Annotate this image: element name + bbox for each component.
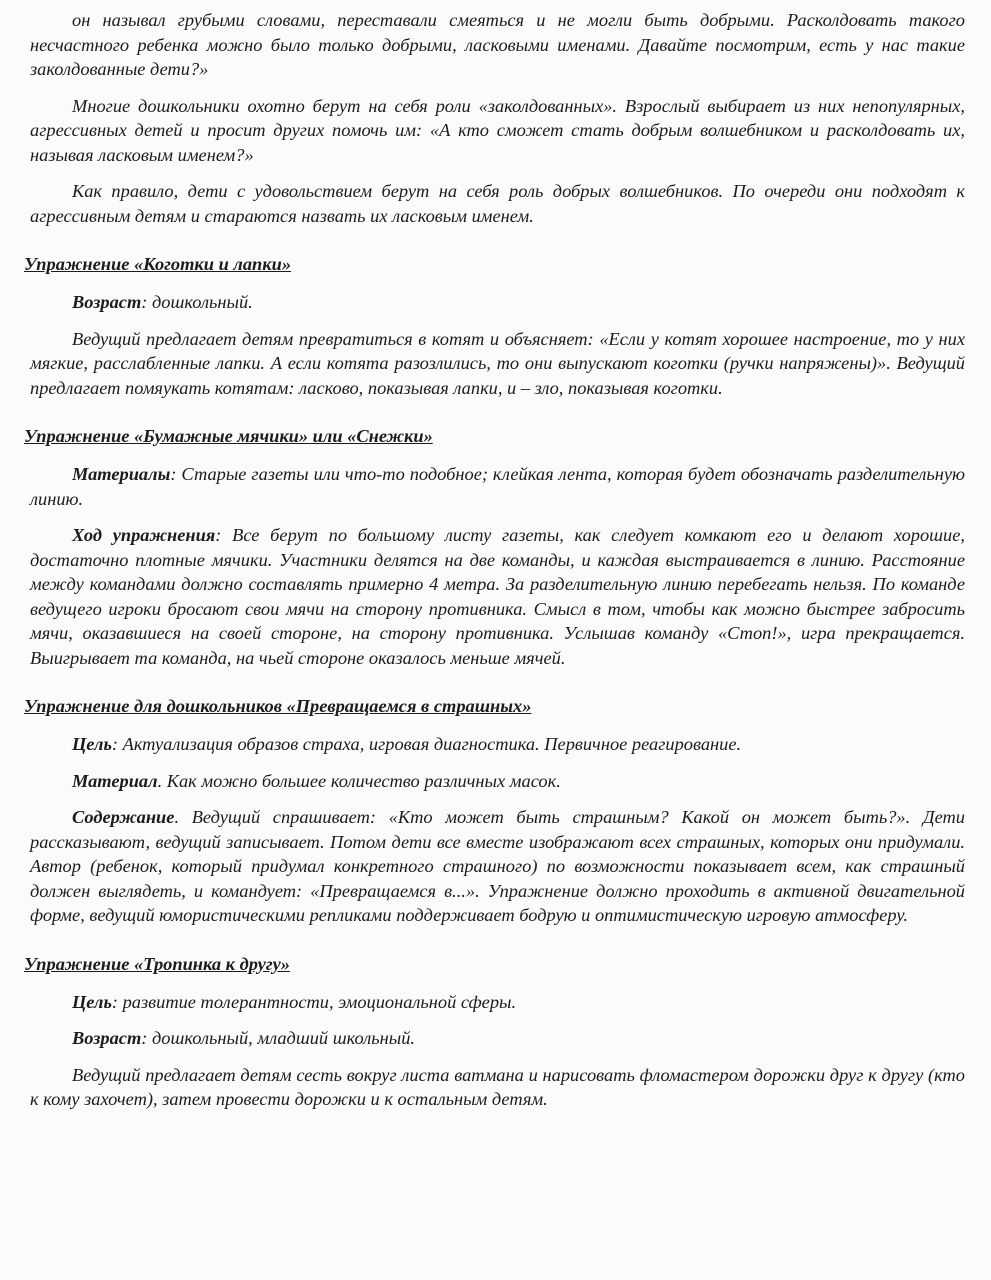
materials-text: : Старые газеты или что-то подобное; клейкая лента, которая будет обозначать разделительную линию. (30, 464, 965, 509)
age-label: Возраст (72, 292, 142, 312)
s3-goal (30, 732, 965, 757)
section-title-tropinka: Упражнение «Тропинка к другу» (24, 953, 290, 974)
age-text: : дошкольный, младший школьный. (141, 1028, 415, 1048)
intro-paragraph-3: Как правило, дети с удовольствием берут на себя роль добрых волшебников. По очереди они подходят к агрессивным детям и стараются назвать их ласковым именем. (30, 181, 965, 226)
section-title-kogotki: Упражнение «Коготки и лапки» (24, 254, 292, 274)
s2-course (30, 523, 965, 670)
s4-age (30, 1026, 965, 1051)
age-text: : дошкольный. (141, 292, 253, 312)
section-title-strashnye: Упражнение для дошкольников «Превращаемся в страшных» (24, 696, 532, 716)
goal-label: Цель (72, 734, 112, 754)
goal-text: : развитие толерантности, эмоциональной сферы. (111, 991, 517, 1012)
content-label: Содержание (72, 807, 175, 827)
age-label: Возраст (72, 1028, 142, 1048)
s1-age (30, 290, 965, 315)
s3-content (30, 805, 965, 928)
section-title-snezhki: Упражнение «Бумажные мячики» или «Снежки» (24, 426, 433, 446)
s3-material (30, 769, 965, 794)
goal-label: Цель (72, 991, 112, 1012)
s4-body: Ведущий предлагает детям сесть вокруг листа ватмана и нарисовать фломастером дорожки друг к другу (кто к кому захочет), затем провести дорожки и к остальным детям. (30, 1064, 965, 1109)
material-label: Материал (72, 770, 158, 791)
content-text: . Ведущий спрашивает: «Кто может быть страшным? Какой он может быть?». Дети рассказывают, ведущий записывает. Потом дети все вместе изображают всех страшных, которых они придумали. Автор (ребенок, который придумал конкретного страшного) по возможности показывает всем, как страшный должен выглядеть, и командует: «Превращаемся в...». Упражнение должно проходить в активной двигательной форме, ведущий юмористическими репликами поддерживает бодрую и оптимистическую игровую атмосферу. (30, 807, 965, 925)
course-text: : Все берут по большому листу газеты, как следует комкают его и делают хорошие, достаточно плотные мячики. Участники делятся на две команды, и каждая выстраивается в линию. Расстояние между командами должно составлять примерно 4 метра. За разделительную линию перебегать нельзя. По команде ведущего игроки бросают свои мячи на сторону противника. Смысл в том, чтобы как можно быстрее забросить мячи, оказавшиеся на своей стороне, на сторону противника. Услышав команду «Стоп!», игра прекращается. Выигрывает та команда, на чьей стороне оказалось меньше мячей. (30, 525, 966, 668)
s1-body: Ведущий предлагает детям превратиться в котят и объясняет: «Если у котят хорошее настроение, то у них мягкие, расслабленные лапки. А если котята разозлились, то они выпускают коготки (ручки напряжены)». Ведущий предлагает помяукать котятам: ласково, показывая лапки, и – зло, показывая коготки. (30, 328, 965, 398)
intro-paragraph-1: он называл грубыми словами, переставали смеяться и не могли быть добрыми. Расколдовать такого несчастного ребенка можно было только добрыми, ласковыми именами. Давайте посмотрим, есть у нас такие заколдованные дети?» (30, 10, 965, 79)
materials-label: Материалы (72, 464, 171, 484)
goal-text: : Актуализация образов страха, игровая диагностика. Первичное реагирование. (111, 734, 742, 754)
s4-goal (30, 990, 965, 1015)
intro-paragraph-2: Многие дошкольники охотно берут на себя роли «заколдованных». Взрослый выбирает из них непопулярных, агрессивных детей и просит других помочь им: «А кто сможет стать добрым волшебником и расколдовать их, называя ласковым именем?» (30, 95, 965, 165)
s2-materials (30, 462, 965, 511)
course-label: Ход упражнения (72, 525, 216, 545)
material-text: . Как можно большее количество различных масок. (157, 770, 561, 791)
